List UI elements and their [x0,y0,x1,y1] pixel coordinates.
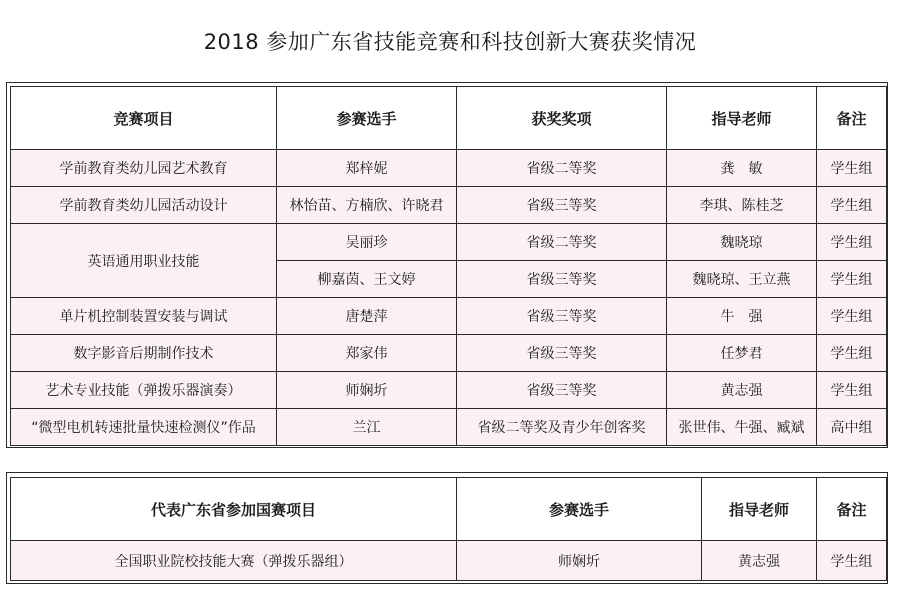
header-award: 获奖奖项 [457,87,667,150]
cell-note: 学生组 [817,150,887,187]
cell-teacher: 李琪、陈桂芝 [667,187,817,224]
table-row [11,187,887,224]
cell-players: 郑家伟 [277,335,457,372]
header-project: 竞赛项目 [11,87,277,150]
table-row [11,335,887,372]
table-row [11,541,887,581]
cell-players: 郑梓妮 [277,150,457,187]
cell-teacher: 张世伟、牛强、臧斌 [667,409,817,446]
cell-teacher: 黄志强 [702,541,817,581]
cell-teacher: 牛 强 [667,298,817,335]
cell-project: “微型电机转速批量快速检测仪”作品 [11,409,277,446]
cell-players: 兰江 [277,409,457,446]
page-title: 2018 参加广东省技能竞赛和科技创新大赛获奖情况 [203,30,697,54]
cell-note: 学生组 [817,261,887,298]
cell-project: 数字影音后期制作技术 [11,335,277,372]
header-teacher: 指导老师 [667,87,817,150]
cell-note: 高中组 [817,409,887,446]
national-table [10,477,887,581]
cell-note: 学生组 [817,335,887,372]
header-project: 代表广东省参加国赛项目 [11,478,457,541]
cell-teacher: 魏晓琼、王立燕 [667,261,817,298]
cell-teacher: 魏晓琼 [667,224,817,261]
cell-teacher: 黄志强 [667,372,817,409]
table-row [11,372,887,409]
cell-project: 单片机控制装置安装与调试 [11,298,277,335]
table-header-row [11,478,887,541]
cell-project: 学前教育类幼儿园艺术教育 [11,150,277,187]
awards-table [10,86,887,446]
header-teacher: 指导老师 [702,478,817,541]
cell-award: 省级二等奖及青少年创客奖 [457,409,667,446]
cell-award: 省级三等奖 [457,187,667,224]
cell-project: 艺术专业技能（弹拨乐器演奏） [11,372,277,409]
cell-award: 省级三等奖 [457,261,667,298]
cell-note: 学生组 [817,372,887,409]
table-header-row [11,87,887,150]
cell-players: 师娴圻 [277,372,457,409]
cell-award: 省级二等奖 [457,150,667,187]
cell-note: 学生组 [817,187,887,224]
table-row [11,409,887,446]
cell-project: 全国职业院校技能大赛（弹拨乐器组） [11,541,457,581]
header-note: 备注 [817,87,887,150]
cell-players: 柳嘉茵、王文婷 [277,261,457,298]
cell-note: 学生组 [817,224,887,261]
cell-teacher: 任梦君 [667,335,817,372]
cell-players: 吴丽珍 [277,224,457,261]
cell-players: 唐楚萍 [277,298,457,335]
header-players: 参赛选手 [457,478,702,541]
cell-players: 林怡苗、方楠欣、许晓君 [277,187,457,224]
cell-award: 省级三等奖 [457,335,667,372]
cell-players: 师娴圻 [457,541,702,581]
cell-note: 学生组 [817,541,887,581]
table-row [11,298,887,335]
header-note: 备注 [817,478,887,541]
table-row [11,224,887,261]
cell-note: 学生组 [817,298,887,335]
header-players: 参赛选手 [277,87,457,150]
cell-award: 省级二等奖 [457,224,667,261]
cell-project: 英语通用职业技能 [11,224,277,298]
cell-project: 学前教育类幼儿园活动设计 [11,187,277,224]
cell-teacher: 龚 敏 [667,150,817,187]
table-row [11,150,887,187]
cell-award: 省级三等奖 [457,298,667,335]
cell-award: 省级三等奖 [457,372,667,409]
